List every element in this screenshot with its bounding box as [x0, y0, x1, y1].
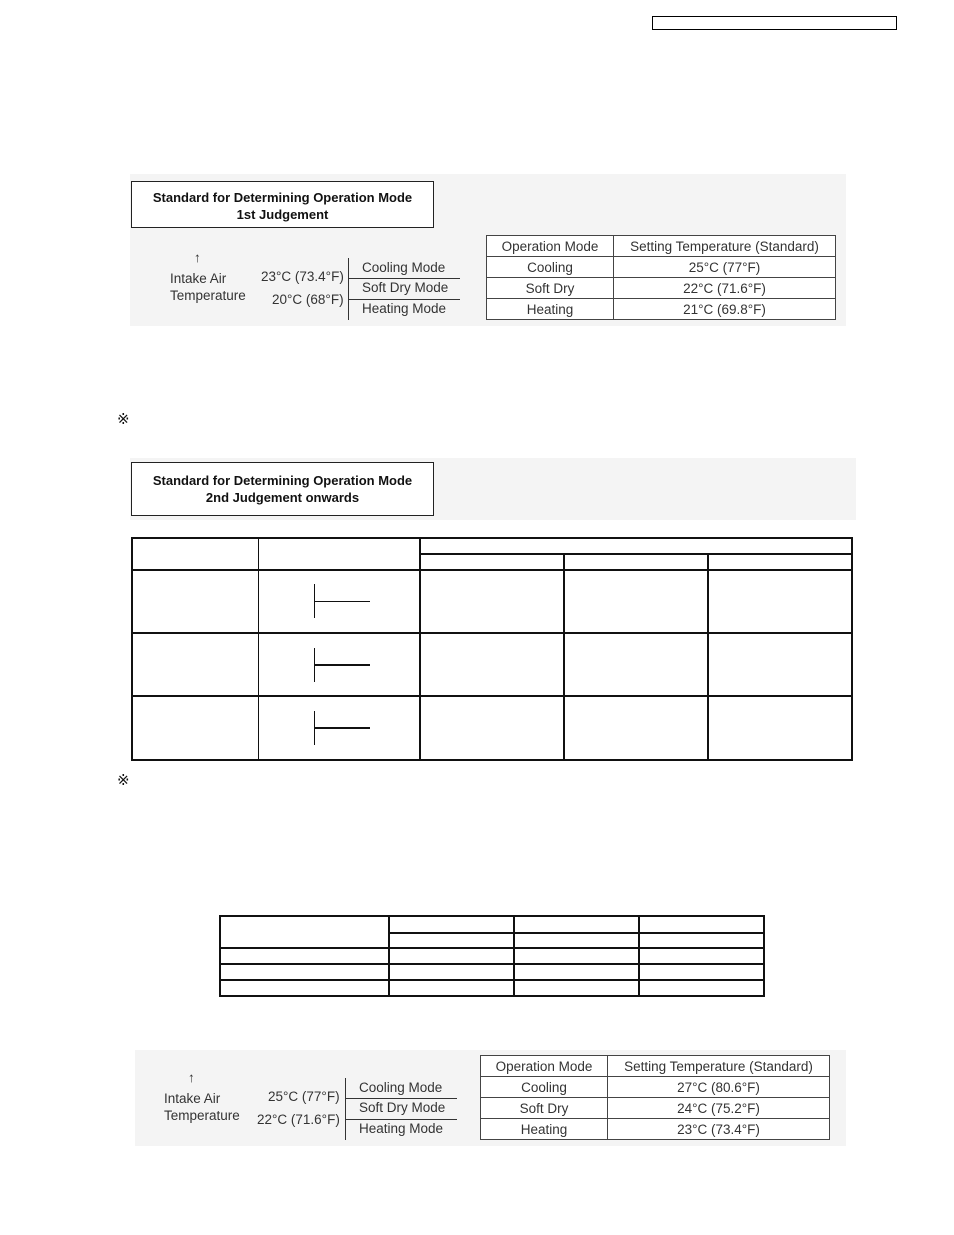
title-line-2: 2nd Judgement onwards [205, 490, 360, 505]
table-header-row [481, 1056, 830, 1077]
mode-cooling: Cooling Mode [362, 260, 446, 275]
mode-heating: Heating Mode [362, 301, 447, 316]
table-header-row [487, 236, 836, 257]
up-arrow-icon: ↑ [188, 1070, 195, 1085]
grid-col-line [707, 554, 709, 761]
setting-temperature-table-1 [486, 235, 836, 320]
row-mode: Cooling [487, 257, 614, 278]
grid-col-line [563, 554, 565, 761]
grid-row-line [219, 979, 765, 981]
note-mark-1: ※ [117, 411, 130, 428]
up-arrow-icon: ↑ [194, 250, 201, 265]
grid-row-line [420, 553, 853, 555]
title-box-2nd-judgement [131, 462, 434, 516]
temperature-label: Temperature [164, 1108, 240, 1123]
mode-divider-lower [345, 1119, 457, 1120]
row-temperature: 27°C (80.6°F) [608, 1077, 830, 1098]
small-grid-table [219, 915, 765, 997]
table-row [481, 1098, 830, 1119]
header-operation-mode: Operation Mode [481, 1056, 608, 1077]
table-row [481, 1077, 830, 1098]
title-box-1st-judgement [131, 181, 434, 228]
grid-col-line [513, 915, 515, 997]
mode-heating: Heating Mode [359, 1121, 444, 1136]
note-mark-2: ※ [117, 772, 130, 789]
row-mode: Soft Dry [481, 1098, 608, 1119]
grid-col-line [388, 915, 390, 997]
title-line-1: Standard for Determining Operation Mode [152, 473, 413, 488]
lower-threshold: 20°C (68°F) [272, 292, 344, 307]
table-row [487, 257, 836, 278]
mode-divider-upper [348, 278, 460, 279]
row-temperature: 25°C (77°F) [614, 257, 836, 278]
grid-row-line [131, 569, 853, 571]
bracket-mark [314, 727, 370, 729]
title-line-2: 1st Judgement [236, 207, 329, 222]
grid-row-line [131, 695, 853, 697]
row-mode: Cooling [481, 1077, 608, 1098]
setting-temperature-table-2 [480, 1055, 830, 1140]
table-row [487, 299, 836, 320]
upper-threshold: 23°C (73.4°F) [261, 269, 344, 284]
mode-soft-dry: Soft Dry Mode [359, 1100, 446, 1115]
mode-divider-upper [345, 1098, 457, 1099]
row-mode: Heating [487, 299, 614, 320]
bracket-mark [314, 664, 370, 666]
upper-threshold: 25°C (77°F) [268, 1089, 340, 1104]
title-line-1: Standard for Determining Operation Mode [152, 190, 413, 205]
grid-row-line [131, 632, 853, 634]
row-temperature: 22°C (71.6°F) [614, 278, 836, 299]
mode-divider-vertical [348, 258, 349, 320]
row-temperature: 21°C (69.8°F) [614, 299, 836, 320]
bracket-mark [314, 601, 370, 602]
page-header-box [652, 16, 897, 30]
header-setting-temperature: Setting Temperature (Standard) [608, 1056, 830, 1077]
row-mode: Heating [481, 1119, 608, 1140]
row-temperature: 24°C (75.2°F) [608, 1098, 830, 1119]
header-operation-mode: Operation Mode [487, 236, 614, 257]
grid-row-line [219, 963, 765, 965]
row-temperature: 23°C (73.4°F) [608, 1119, 830, 1140]
mode-divider-lower [348, 299, 460, 300]
temperature-label: Temperature [170, 288, 246, 303]
table-row [487, 278, 836, 299]
mode-soft-dry: Soft Dry Mode [362, 280, 449, 295]
intake-air-label: Intake Air [164, 1091, 221, 1106]
header-setting-temperature: Setting Temperature (Standard) [614, 236, 836, 257]
row-mode: Soft Dry [487, 278, 614, 299]
lower-threshold: 22°C (71.6°F) [257, 1112, 340, 1127]
grid-col-line [638, 915, 640, 997]
mode-cooling: Cooling Mode [359, 1080, 443, 1095]
grid-row-line [389, 932, 765, 934]
grid-row-line [219, 947, 765, 949]
mode-divider-vertical [345, 1078, 346, 1140]
table-row [481, 1119, 830, 1140]
intake-air-label: Intake Air [170, 271, 227, 286]
